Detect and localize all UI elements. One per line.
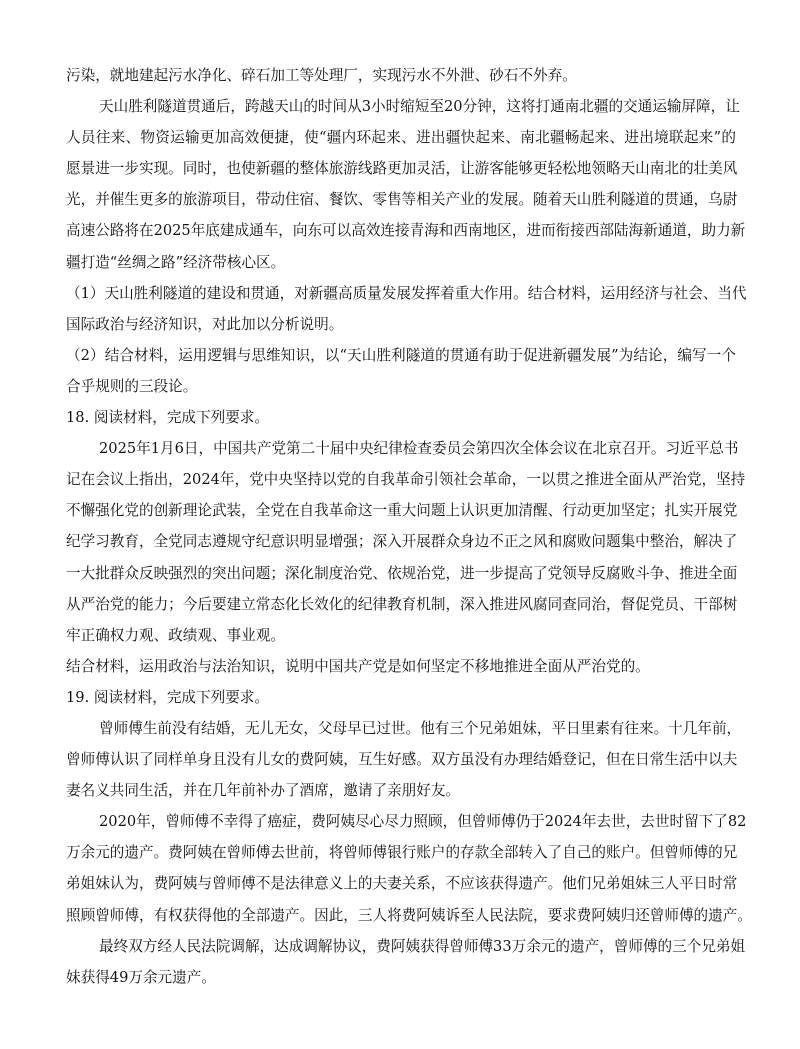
text-line: 曾师傅认识了同样单身且没有儿女的费阿姨，互生好感。双方虽没有办理结婚登记，但在日常生活中以夫 (66, 751, 738, 769)
text-line: 光，并催生更多的旅游项目，带动住宿、餐饮、零售等相关产业的发展。随着天山胜利隧道的贯通，乌尉 (66, 191, 738, 209)
text-line: 愿景进一步实现。同时，也使新疆的整体旅游线路更加灵活，让游客能够更轻松地领略天山南北的壮美风 (66, 160, 738, 178)
paragraph (66, 91, 746, 278)
text-line: 照顾曾师傅，有权获得他的全部遗产。因此，三人将费阿姨诉至人民法院，要求费阿姨归还曾师傅的遗产。 (66, 906, 752, 924)
text-line: 最终双方经人民法院调解，达成调解协议，费阿姨获得曾师傅33万余元的遗产，曾师傅的三个兄弟姐 (99, 937, 746, 955)
text-line: （1）天山胜利隧道的建设和贯通，对新疆高质量发展发挥着重大作用。结合材料，运用经济与社会、当代 (66, 284, 747, 302)
text-line: 人员往来、物资运输更加高效便捷，使“疆内环起来、进出疆快起来、南北疆畅起来、进出境联起来”的 (66, 129, 736, 147)
text-line: 万余元的遗产。费阿姨在曾师傅去世前，将曾师傅银行账户的存款全部转入了自己的账户。但曾师傅的兄 (66, 844, 738, 862)
text-line: 记在会议上指出，2024年，党中央坚持以党的自我革命引领社会革命，一以贯之推进全面从严治党，坚持 (66, 471, 746, 489)
text-line: 天山胜利隧道贯通后，跨越天山的时间从3小时缩短至20分钟，这将打通南北疆的交通运输屏障，让 (99, 98, 740, 116)
text-line: 国际政治与经济知识，对此加以分析说明。 (66, 315, 344, 333)
text-line: 2020年，曾师傅不幸得了癌症，费阿姨尽心尽力照顾，但曾师傅仍于2024年去世，去世时留下了82 (99, 813, 747, 831)
text-line: 19. 阅读材料，完成下列要求。 (66, 688, 269, 706)
paragraph (66, 931, 746, 993)
document-page (66, 60, 752, 993)
text-line: 纪学习教育，全党同志遵规守纪意识明显增强；深入开展群众身边不正之风和腐败问题集中整治，解决了 (66, 533, 738, 551)
paragraph (66, 713, 742, 806)
text-line: 妹获得49万余元遗产。 (66, 968, 216, 986)
paragraph (66, 806, 752, 930)
text-line: 牢正确权力观、政绩观、事业观。 (66, 626, 285, 644)
text-line: 2025年1月6日，中国共产党第二十届中央纪律检查委员会第四次全体会议在北京召开。习近平总书 (99, 440, 739, 458)
text-line: 弟姐妹认为，费阿姨与曾师傅不是法律意义上的夫妻关系，不应该获得遗产。他们兄弟姐妹三人平日时常 (66, 875, 738, 893)
question-heading (66, 682, 736, 713)
question-heading (66, 402, 736, 433)
text-line: 不懈强化党的创新理论武装，全党在自我革命这一重大问题上认识更加清醒、行动更加坚定；扎实开展党 (66, 502, 738, 520)
text-line: 一大批群众反映强烈的突出问题；深化制度治党、依规治党，进一步提高了党领导反腐败斗争、推进全面 (66, 564, 738, 582)
paragraph (66, 433, 746, 651)
text-line: 结合材料，运用政治与法治知识，说明中国共产党是如何坚定不移地推进全面从严治党的。 (66, 657, 650, 675)
question-prompt (66, 278, 747, 340)
paragraph (66, 60, 736, 91)
text-line: 18. 阅读材料，完成下列要求。 (66, 409, 269, 427)
question-prompt (66, 651, 736, 682)
text-line: 疆打造“丝绸之路”经济带核心区。 (66, 253, 286, 271)
text-line: 曾师傅生前没有结婚，无儿无女，父母早已过世。他有三个兄弟姐妹，平日里素有往来。十几年前， (99, 719, 742, 737)
text-line: 合乎规则的三段论。 (66, 377, 198, 395)
text-line: 从严治党的能力；今后要建立常态化长效化的纪律教育机制，深入推进风腐同查同治，督促党员、干部树 (66, 595, 738, 613)
text-line: 高速公路将在2025年底建成通车，向东可以高效连接青海和西南地区，进而衔接西部陆海新通道，助力新 (66, 222, 746, 240)
text-line: （2）结合材料，运用逻辑与思维知识，以“天山胜利隧道的贯通有助于促进新疆发展”为结论，编写一个 (66, 346, 736, 364)
text-line: 污染，就地建起污水净化、碎石加工等处理厂，实现污水不外泄、砂石不外弃。 (66, 67, 577, 84)
text-line: 妻名义共同生活，并在几年前补办了酒席，邀请了亲朋好友。 (66, 782, 461, 800)
question-prompt (66, 340, 736, 402)
